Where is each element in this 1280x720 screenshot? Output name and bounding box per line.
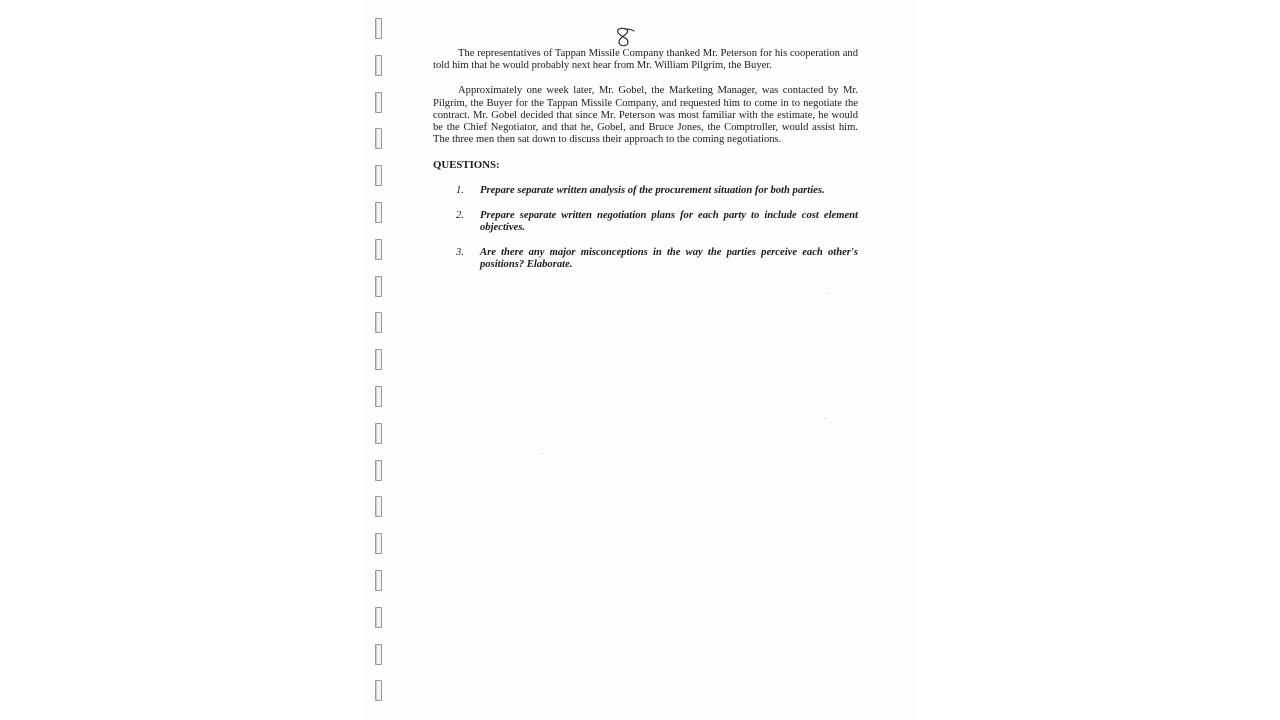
- binding-hole: [375, 533, 382, 554]
- binding-holes: [375, 18, 385, 708]
- binding-hole: [375, 92, 382, 113]
- paragraph: Approximately one week later, Mr. Gobel, the Marketing Manager, was contacted by Mr. Pilgrim, the Buyer for the Tappan Missile Company, and requested him to come in to negotiate the contract. Mr. Gobel decided that since Mr. Peterson was most familiar with the estimate, he would be the Chief Negotiator, and that he, Gobel, and Bruce Jones, the Comptroller, would assist him. The three men then sat down to discuss their approach to the coming negotiations.: [433, 85, 858, 146]
- scan-speck: [826, 293, 828, 294]
- binding-hole: [375, 128, 382, 149]
- question-item: [433, 247, 858, 271]
- binding-hole: [375, 312, 382, 333]
- questions-heading: QUESTIONS:: [433, 159, 500, 172]
- binding-hole: [375, 276, 382, 297]
- binding-hole: [375, 607, 382, 628]
- question-item: [433, 185, 858, 197]
- document-body: [433, 48, 858, 285]
- binding-hole: [375, 423, 382, 444]
- binding-hole: [375, 644, 382, 665]
- binding-hole: [375, 460, 382, 481]
- question-text: Prepare separate written negotiation plans for each party to include cost element objectives.: [480, 209, 858, 234]
- binding-hole: [375, 496, 382, 517]
- binding-hole: [375, 239, 382, 260]
- binding-hole: [375, 18, 382, 39]
- binding-hole: [375, 680, 382, 701]
- question-item: [433, 210, 858, 234]
- question-number: 3.: [456, 247, 464, 259]
- handwritten-page-number: [612, 26, 636, 50]
- binding-hole: [375, 202, 382, 223]
- question-number: 1.: [456, 184, 464, 196]
- binding-hole: [375, 165, 382, 186]
- binding-hole: [375, 386, 382, 407]
- scan-speck: [541, 453, 543, 454]
- question-text: Are there any major misconceptions in the way the parties perceive each other's positions? Elaborate.: [480, 247, 858, 271]
- binding-hole: [375, 55, 382, 76]
- binding-hole: [375, 570, 382, 591]
- scan-speck: [824, 418, 826, 419]
- binding-hole: [375, 349, 382, 370]
- paragraph: The representatives of Tappan Missile Company thanked Mr. Peterson for his cooperation and told him that he would probably next hear from Mr. William Pilgrim, the Buyer.: [433, 48, 858, 72]
- question-text: Prepare separate written analysis of the procurement situation for both parties.: [480, 184, 825, 196]
- question-number: 2.: [456, 209, 464, 221]
